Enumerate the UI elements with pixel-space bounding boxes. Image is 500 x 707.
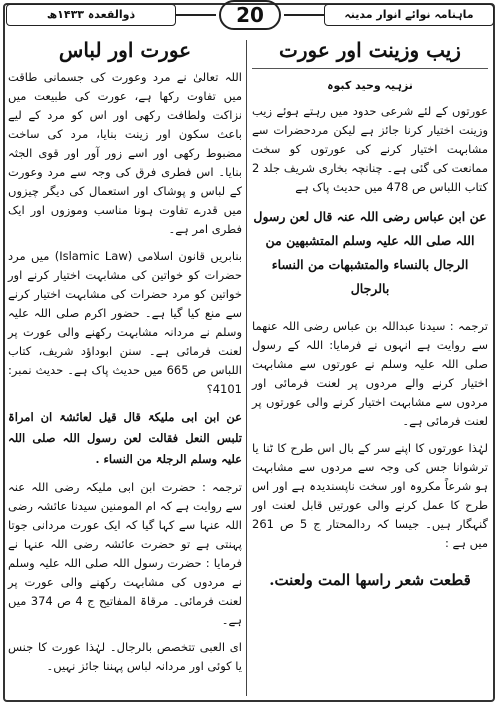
- author-byline: نزہیہ وحید کبوہ: [327, 79, 413, 92]
- page-number: 20: [219, 0, 281, 30]
- article-left: [8, 36, 242, 684]
- title-underline: [252, 68, 488, 69]
- body-paragraph: بنابریں قانون اسلامی (Islamic Law) میں مرد حضرات کو خواتین کی مشابہت اختیار کرنے اور خواتین کو مرد حضرات کی مشابہت اختیار کرنے سے منع کیا گیا ہے۔ حضور اکرم صلی اللہ علیہ وسلم نے مردانہ مشابہت رکھنے والی عورت پر لعنت فرمائی ہے۔ سنن ابوداؤد شریف، کتاب اللباس ص 665 میں حدیث پاک ہے۔ حدیث نمبر: 4101؟: [8, 249, 242, 396]
- translation-paragraph: ترجمہ : سیدنا عبداللہ بن عباس رضی اللہ عنھما سے روایت ہے انہوں نے فرمایا: اللہ کے رسول صلی اللہ علیہ وسلم نے عورتوں سے مشابہت اختیار کرنے والے مردوں پر لعنت فرمائی اور مردوں سے مشابہت اختیار کرنے والی عورتوں پر لعنت فرمائی ہے۔: [252, 319, 488, 428]
- translation-paragraph: ترجمہ : حضرت ابن ابی ملیکہ رضی اللہ عنہ سے روایت ہے کہ ام المومنین سیدنا عائشہ رضی اللہ عنہا سے کہا گیا کہ ایک عورت مردانی جوتا پہنتی ہے تو حضرت عائشہ رضی اللہ عنہا نے فرمایا : حضرت رسول اللہ صلی اللہ علیہ وسلم نے مردوں کی مشابہت رکھنے والی عورت پر لعنت فرمائی۔ مرقاۃ المفاتیح ج 4 ص 374 میں ہے۔: [8, 480, 242, 627]
- closing-quote: قطعت شعر راسھا المت ولعنت.: [269, 571, 471, 589]
- body-paragraph: اللہ تعالیٰ نے مرد وعورت کی جسمانی طاقت میں تفاوت رکھا ہے، عورت کی طبیعت میں نزاکت ولطافت رکھی اور اس کو مرد کے لیے باعث سکون اور زینت بنایا، مرد کی ساخت مضبوط رکھی اور اسے زور آور اور قوی الجثہ بنایا۔ اس فطری فرق کی وجہ سے مرد وعورت کے لباس و پوشاک اور استعمال کی دیگر چیزوں میں قدرے تفاوت ہونا مناسب وموزوں اور ایک فطری امر ہے۔: [8, 70, 242, 236]
- header-magazine-name: ماہنامہ نوائے انوار مدینہ: [324, 4, 494, 26]
- column-divider: [246, 40, 247, 696]
- header-rule-right: [284, 14, 324, 16]
- intro-paragraph: عورتوں کے لئے شرعی حدود میں رہتے ہوئے زیب وزینت اختیار کرنا جائز ہے لیکن مردحضرات سے مشابہت اختیار کرنے کی عورتوں کو سخت ممانعت کی گئی ہے۔ چنانچہ بخاری شریف جلد 2 کتاب اللباس ص 478 میں حدیث پاک ہے: [252, 104, 488, 194]
- article-title: عورت اور لباس: [58, 38, 192, 62]
- header-rule-left: [176, 14, 216, 16]
- header-date: ذوالقعدہ ۱۴۳۳ھ: [6, 4, 176, 26]
- final-paragraph: ای العبی تتخصص بالرجال۔ لہٰذا عورت کا جنس یا کوئی اور مردانہ لباس پہننا جائز نہیں۔: [8, 640, 242, 673]
- article-title: زیب وزینت اور عورت: [279, 38, 461, 62]
- hadith-arabic: عن ابن عباس رضی اللہ عنہ قال لعن رسول اللہ صلی اللہ علیہ وسلم المتشبھین من الرجال بالنساء والمتشبھات من النساء بالرجال: [253, 209, 487, 296]
- conclusion-paragraph: لہٰذا عورتوں کا اپنے سر کے بال اس طرح کا ٹنا یا ترشوانا جس کی وجہ سے مردوں سے مشابہت ہو شرعاً مکروہ اور سخت ناپسندیدہ ہے اور اس طرح کا عمل کرنے والی عورتیں قابل لعنت اور گنہگار ہیں۔ جیسا کہ ردالمحتار ج 5 ص 261 میں ہے :: [252, 441, 488, 550]
- article-right: [252, 36, 488, 589]
- hadith-arabic: عن ابن ابی ملیکۃ قال قیل لعائشۃ ان امراۃ تلبس النعل فقالت لعن رسول اللہ صلی اللہ علیہ وسلم الرجلۃ من النساء .: [8, 410, 242, 466]
